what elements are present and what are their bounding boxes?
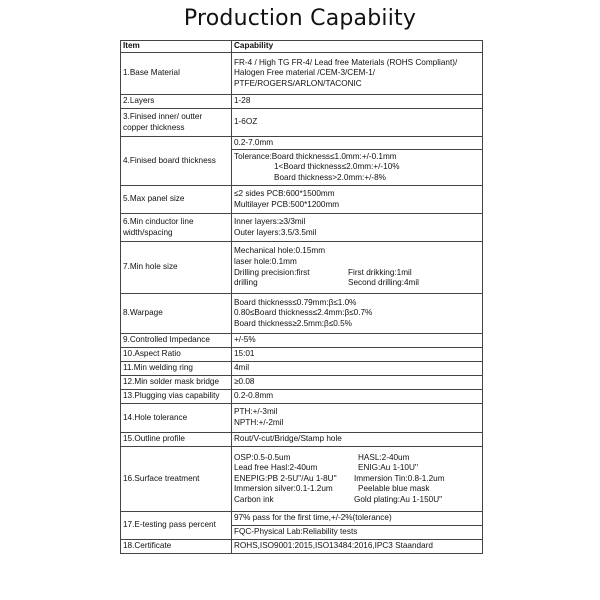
pair-right: ENIG:Au 1-10U'' bbox=[358, 463, 419, 473]
table-row bbox=[121, 362, 483, 376]
capability-line: 1<Board thickness≤2.0mm:+/-10% bbox=[274, 162, 400, 172]
row-capability: Rout/V-cut/Bridge/Stamp hole bbox=[232, 433, 483, 447]
row-capability: 0.2-0.8mm bbox=[232, 390, 483, 404]
row-capability bbox=[232, 294, 483, 334]
row-capability: 15:01 bbox=[232, 348, 483, 362]
capability-table bbox=[120, 40, 483, 554]
row-capability bbox=[232, 186, 483, 214]
capability-line: PTFE/ROGERS/ARLON/TACONIC bbox=[234, 78, 362, 88]
capability-line: Outer layers:3.5/3.5mil bbox=[234, 227, 317, 237]
capability-line: FR-4 / High TG FR-4/ Lead free Materials (ROHS Compliant)/ bbox=[234, 57, 458, 67]
pair-right: Peelable blue mask bbox=[358, 484, 430, 494]
table-row bbox=[121, 540, 483, 554]
table-row bbox=[121, 242, 483, 294]
pair-right: Immersion Tin:0.8-1.2um bbox=[354, 473, 445, 483]
capability-line: Multilayer PCB:500*1200mm bbox=[234, 199, 340, 209]
row-capability bbox=[232, 242, 483, 294]
row-capability: 1-28 bbox=[232, 95, 483, 109]
capability-pair bbox=[234, 453, 480, 464]
pair-left: Lead free Hasl:2-40um bbox=[234, 463, 318, 473]
row-capability: 1-6OZ bbox=[232, 109, 483, 137]
capability-line: PTH:+/-3mil bbox=[234, 407, 278, 417]
capability-pair bbox=[234, 278, 480, 289]
row-capability bbox=[232, 404, 483, 433]
row-item: 18.Certificate bbox=[121, 540, 232, 554]
capability-line: laser hole:0.1mm bbox=[234, 256, 297, 266]
pair-left: ENEPIG:PB 2-5U''/Au 1-8U'' bbox=[234, 473, 337, 483]
pair-left: Carbon ink bbox=[234, 494, 274, 504]
row-capability: ROHS,ISO9001:2015,ISO13484:2016,IPC3 Staandard bbox=[232, 540, 483, 554]
row-capability: +/-5% bbox=[232, 334, 483, 348]
table-row bbox=[121, 376, 483, 390]
table-row bbox=[121, 186, 483, 214]
capability-line: 0.80≤Board thickness≤2.4mm:β≤0.7% bbox=[234, 308, 373, 318]
header-capability: Capability bbox=[232, 41, 483, 53]
pair-left: Drilling precision:first bbox=[234, 267, 310, 277]
pair-right: Second drilling:4mil bbox=[348, 278, 419, 288]
row-capability bbox=[232, 53, 483, 95]
capability-line: ≤2 sides PCB:600*1500mm bbox=[234, 188, 335, 198]
row-capability: 97% pass for the first time,+/-2%(tolerance) bbox=[232, 512, 483, 526]
table-row bbox=[121, 404, 483, 433]
capability-line: Halogen Free material /CEM-3/CEM-1/ bbox=[234, 68, 376, 78]
capability-line: Board thickness>2.0mm:+/-8% bbox=[274, 172, 386, 182]
capability-pair bbox=[234, 474, 480, 485]
row-item: 11.Min welding ring bbox=[121, 362, 232, 376]
pair-right: Gold plating:Au 1-150U'' bbox=[354, 494, 443, 504]
capability-line: Tolerance:Board thickness≤1.0mm:+/-0.1mm bbox=[234, 151, 397, 161]
capability-line: Board thickness≤0.79mm:β≤1.0% bbox=[234, 297, 357, 307]
row-item: 17.E-testing pass percent bbox=[121, 512, 232, 540]
row-capability bbox=[232, 214, 483, 242]
row-item: 6.Min cinductor line width/spacing bbox=[121, 214, 232, 242]
row-capability: 4mil bbox=[232, 362, 483, 376]
pair-right: First drikking:1mil bbox=[348, 267, 412, 277]
capability-pair bbox=[234, 495, 480, 506]
header-item: Item bbox=[121, 41, 232, 53]
table-row bbox=[121, 53, 483, 95]
row-item: 15.Outline profile bbox=[121, 433, 232, 447]
row-capability: 0.2-7.0mm bbox=[232, 137, 483, 150]
row-item: 14.Hole tolerance bbox=[121, 404, 232, 433]
table-row bbox=[121, 214, 483, 242]
pair-right: HASL:2-40um bbox=[358, 452, 410, 462]
row-capability: ≥0.08 bbox=[232, 376, 483, 390]
page-title: Production Capabiity bbox=[183, 6, 417, 31]
row-capability bbox=[232, 150, 483, 186]
pair-left: OSP:0.5-0.5um bbox=[234, 452, 291, 462]
pair-left: drilling bbox=[234, 278, 258, 288]
capability-line: Board thickness≥2.5mm:β≤0.5% bbox=[234, 318, 352, 328]
capability-pair bbox=[234, 463, 480, 474]
row-item: 5.Max panel size bbox=[121, 186, 232, 214]
row-capability bbox=[232, 447, 483, 512]
table-row bbox=[121, 348, 483, 362]
table-row bbox=[121, 390, 483, 404]
row-item: 10.Aspect Ratio bbox=[121, 348, 232, 362]
row-item: 12.Min solder mask bridge bbox=[121, 376, 232, 390]
pair-left: Immersion silver:0.1-1.2um bbox=[234, 484, 333, 494]
row-item: 3.Finised inner/ outter copper thickness bbox=[121, 109, 232, 137]
table-row bbox=[121, 447, 483, 512]
row-item: 9.Controlled Impedance bbox=[121, 334, 232, 348]
table-row bbox=[121, 109, 483, 137]
row-item: 13.Plugging vias capability bbox=[121, 390, 232, 404]
capability-pair bbox=[234, 484, 480, 495]
row-item: 4.Finised board thickness bbox=[121, 137, 232, 186]
table-row bbox=[121, 334, 483, 348]
table-row bbox=[121, 137, 483, 150]
table-row bbox=[121, 95, 483, 109]
table-row bbox=[121, 512, 483, 526]
row-item: 2.Layers bbox=[121, 95, 232, 109]
capability-line: Inner layers:≥3/3mil bbox=[234, 216, 306, 226]
row-capability: FQC-Physical Lab:Reliability tests bbox=[232, 526, 483, 540]
table-row bbox=[121, 433, 483, 447]
table-header-row bbox=[121, 41, 483, 53]
capability-pair bbox=[234, 268, 480, 279]
capability-line: NPTH:+/-2mil bbox=[234, 418, 284, 427]
row-item: 1.Base Material bbox=[121, 53, 232, 95]
capability-line: Mechanical hole:0.15mm bbox=[234, 246, 326, 256]
table-row bbox=[121, 294, 483, 334]
row-item: 8.Warpage bbox=[121, 294, 232, 334]
row-item: 16.Surface treatment bbox=[121, 447, 232, 512]
row-item: 7.Min hole size bbox=[121, 242, 232, 294]
